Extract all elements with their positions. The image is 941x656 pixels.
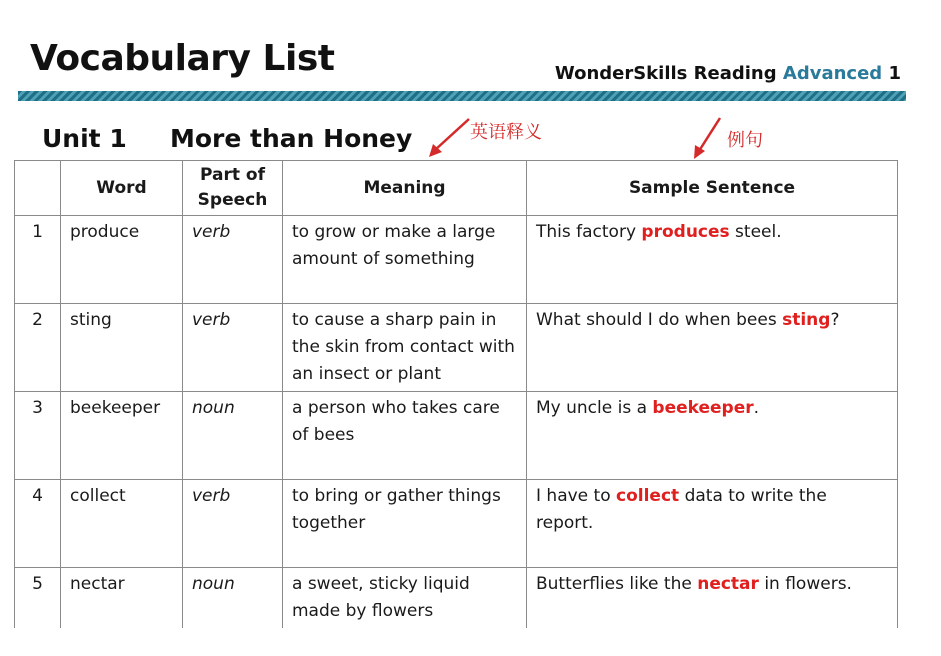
row-word: collect xyxy=(61,480,183,568)
sentence-text: in flowers. xyxy=(758,574,852,594)
sentence-highlight: collect xyxy=(616,486,680,506)
column-header-part-of-speech: Part of Speech xyxy=(183,161,283,216)
sentence-text: What should I do when bees xyxy=(536,310,783,330)
brand-level: 1 xyxy=(888,63,901,84)
unit-title: More than Honey xyxy=(170,124,413,153)
column-header-meaning: Meaning xyxy=(283,161,527,216)
sentence-text: steel. xyxy=(729,222,782,242)
column-header-number xyxy=(15,161,61,216)
brand-label xyxy=(555,63,901,84)
row-number: 2 xyxy=(15,304,61,392)
row-sample-sentence xyxy=(527,304,898,392)
sentence-highlight: produces xyxy=(641,222,730,242)
sentence-text: ? xyxy=(830,310,840,330)
row-number: 1 xyxy=(15,216,61,304)
sentence-text: Butterflies like the xyxy=(536,574,698,594)
annotation-meaning: 英语释义 xyxy=(470,122,542,143)
row-part-of-speech: verb xyxy=(183,216,283,304)
row-word: beekeeper xyxy=(61,392,183,480)
column-header-word: Word xyxy=(61,161,183,216)
row-sample-sentence xyxy=(527,216,898,304)
annotation-arrow-meaning-icon xyxy=(425,116,475,160)
row-sample-sentence xyxy=(527,480,898,568)
table-header-row xyxy=(15,161,898,216)
table-row xyxy=(15,392,898,480)
table-row xyxy=(15,480,898,568)
column-header-sample-sentence: Sample Sentence xyxy=(527,161,898,216)
row-word: produce xyxy=(61,216,183,304)
row-word: nectar xyxy=(61,568,183,629)
annotation-sample: 例句 xyxy=(727,130,763,151)
table-row xyxy=(15,216,898,304)
row-meaning: to grow or make a large amount of something xyxy=(283,216,527,304)
sentence-text: I have to xyxy=(536,486,617,506)
table-row xyxy=(15,304,898,392)
row-number: 5 xyxy=(15,568,61,629)
row-part-of-speech: verb xyxy=(183,480,283,568)
sentence-highlight: nectar xyxy=(697,574,759,594)
row-sample-sentence xyxy=(527,392,898,480)
sentence-text: My uncle is a xyxy=(536,398,653,418)
page-title: Vocabulary List xyxy=(30,38,335,79)
row-part-of-speech: noun xyxy=(183,392,283,480)
row-meaning: a person who takes care of bees xyxy=(283,392,527,480)
annotation-arrow-sample-icon xyxy=(690,116,730,162)
unit-number: Unit 1 xyxy=(42,124,127,153)
row-number: 4 xyxy=(15,480,61,568)
brand-accent: Advanced xyxy=(782,63,883,84)
row-meaning: to bring or gather things together xyxy=(283,480,527,568)
row-part-of-speech: verb xyxy=(183,304,283,392)
sentence-text: data to write the report. xyxy=(536,486,827,533)
table-row xyxy=(15,568,898,629)
row-word: sting xyxy=(61,304,183,392)
row-part-of-speech: noun xyxy=(183,568,283,629)
row-meaning: to cause a sharp pain in the skin from contact with an insect or plant xyxy=(283,304,527,392)
sentence-highlight: beekeeper xyxy=(652,398,754,418)
row-meaning: a sweet, sticky liquid made by flowers xyxy=(283,568,527,629)
row-number: 3 xyxy=(15,392,61,480)
sentence-text: . xyxy=(753,398,760,418)
sentence-text: This factory xyxy=(536,222,642,242)
row-sample-sentence xyxy=(527,568,898,629)
header-rule xyxy=(18,91,906,101)
vocabulary-table xyxy=(14,160,898,628)
sentence-highlight: sting xyxy=(782,310,831,330)
brand-main: WonderSkills Reading xyxy=(554,63,777,84)
